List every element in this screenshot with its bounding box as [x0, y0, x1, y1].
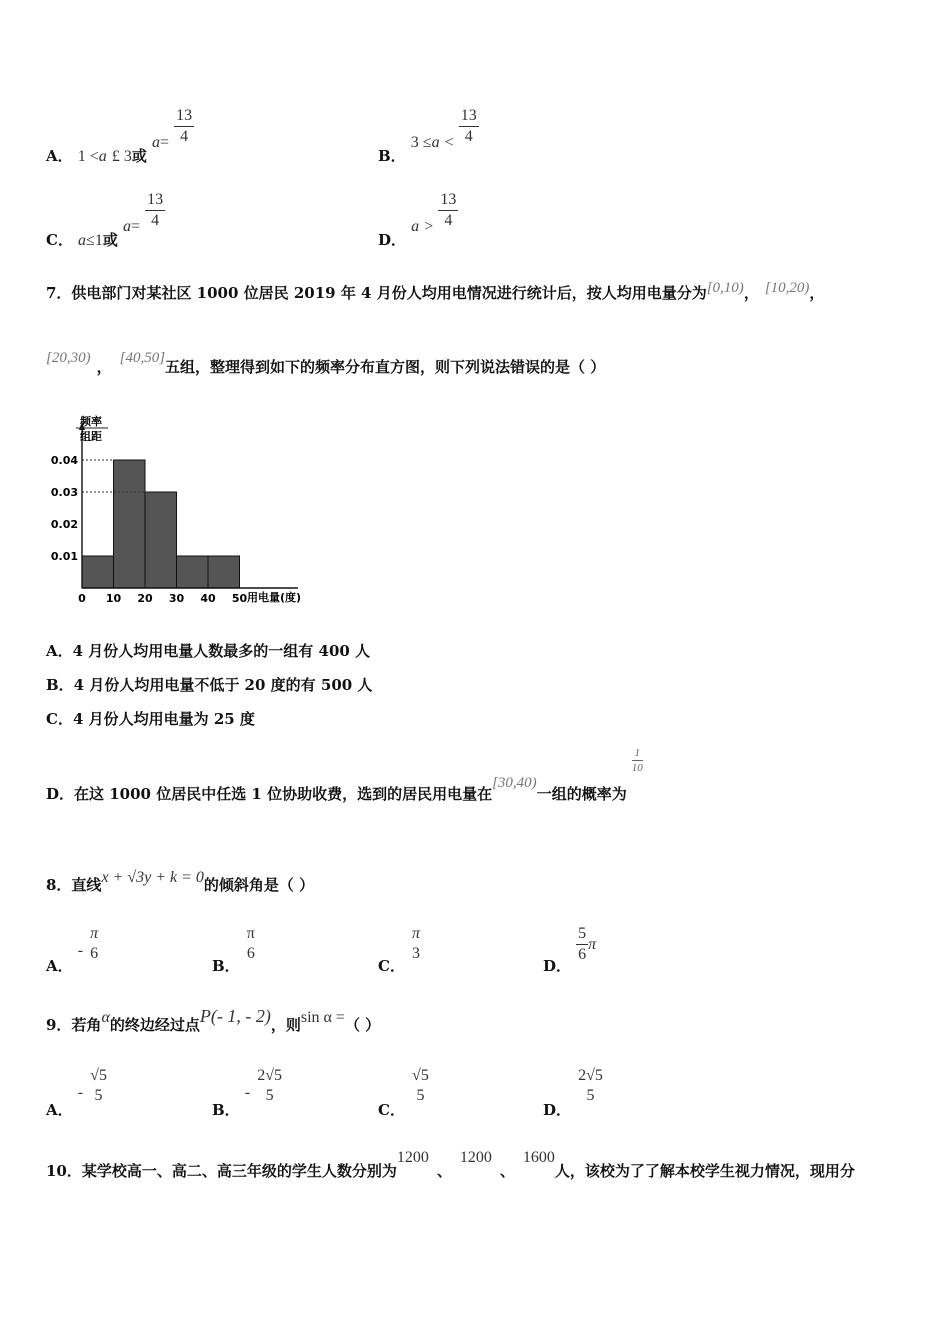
fraction: π 6 [90, 925, 99, 962]
fraction: 2√5 5 [578, 1067, 603, 1104]
option-letter: B． [378, 147, 406, 165]
fraction: π 3 [412, 925, 421, 962]
q7-option-d: D．在这 1000 位居民中任选 1 位协助收费，选到的居民用电量在[30,40)一组的概率为 $\frac{1}{10}$ [46, 747, 643, 803]
y-tick-label: 0.01 [50, 550, 78, 563]
interval: [10,20) [764, 280, 810, 296]
fraction: π 6 [246, 925, 255, 962]
y-tick-label: 0.02 [50, 518, 78, 531]
x-tick-label: 10 [105, 592, 122, 605]
q8-stem: 8．直线x + √3y + k = 0的倾斜角是（ ） [46, 869, 315, 894]
fraction: $\frac{13}{4}$ [460, 107, 477, 145]
q6-option-d: D． a > $\frac{13}{4}$ [378, 191, 457, 249]
fraction: $\frac{13}{4}$ [147, 191, 164, 229]
histogram-bar [114, 460, 146, 588]
q7-stem-line1: 7．供电部门对某社区 1000 位居民 2019 年 4 月份人均用电情况进行统计后，按人均用电量分为[0,10)， [10,20)， [46, 280, 825, 302]
q8-option-a: A． - π 6 [46, 925, 99, 975]
fraction: $\frac{13}{4}$ [440, 191, 457, 229]
q9-stem: 9．若角α的终边经过点P(- 1, - 2)，则sin α =（ ） [46, 1006, 381, 1034]
line-equation: x + √3y + k = 0 [101, 869, 204, 886]
histogram-bar [145, 492, 177, 588]
option-letter: A． [46, 147, 73, 165]
q7-option-c: C．4 月份人均用电量为 25 度 [46, 710, 255, 728]
x-tick-label: 50 [231, 592, 248, 605]
q9-option-b: B． - 2√5 5 [212, 1067, 282, 1119]
interval: [0,10) [706, 280, 744, 296]
y-tick-label: 0.03 [50, 486, 78, 499]
option-letter: C． [46, 231, 73, 249]
fraction: $\frac{13}{4}$ [176, 107, 193, 145]
fraction: $\frac{1}{10}$ [631, 747, 643, 774]
frequency-histogram [40, 410, 330, 610]
y-axis-label-top: 频率 [80, 415, 102, 428]
histogram-bar [82, 556, 114, 588]
y-axis-label-bottom: 组距 [80, 430, 102, 443]
interval: [40,50] [119, 350, 166, 366]
fraction: √5 5 [90, 1067, 107, 1104]
q6-option-a: A． 1 <a £ 3或 a= $\frac{13}{4}$ [46, 107, 193, 165]
x-tick-label: 30 [168, 592, 185, 605]
q8-option-b: B． π 6 [212, 925, 255, 975]
x-tick-label: 0 [78, 592, 86, 605]
q6-option-b: B． 3 ≤a < $\frac{13}{4}$ [378, 107, 477, 165]
q7-stem-line2: [20,30) ， [40,50]五组，整理得到如下的频率分布直方图，则下列说法错误的是（ ） [46, 350, 606, 376]
interval: [20,30) [46, 350, 91, 366]
x-tick-label: 40 [200, 592, 216, 605]
q9-option-c: C． √5 5 [378, 1067, 429, 1119]
histogram-bar [208, 556, 240, 588]
q6-option-c: C． a≤1或 a= $\frac{13}{4}$ [46, 191, 164, 249]
q7-option-a: A．4 月份人均用电量人数最多的一组有 400 人 [46, 642, 371, 660]
x-axis-label: 用电量(度) [247, 591, 302, 604]
x-tick-label: 20 [137, 592, 153, 605]
histogram-bar [177, 556, 209, 588]
q10-stem: 10．某学校高一、高二、高三年级的学生人数分别为1200、1200、1600人，该校为了了解本校学生视力情况，现用分 [46, 1149, 855, 1180]
interval: [30,40) [492, 775, 537, 791]
q8-option-c: C． π 3 [378, 925, 421, 975]
q8-option-d: D． $\frac{5}{6}$ π [543, 925, 597, 975]
q9-option-d: D． 2√5 5 [543, 1067, 603, 1119]
q7-option-b: B．4 月份人均用电量不低于 20 度的有 500 人 [46, 676, 373, 694]
fraction: √5 5 [412, 1067, 429, 1104]
q9-option-a: A． - √5 5 [46, 1067, 107, 1119]
y-tick-label: 0.04 [50, 454, 78, 467]
fraction: 2√5 5 [257, 1067, 282, 1104]
option-letter: D． [378, 231, 407, 249]
point-p: P(- 1, - 2) [199, 1006, 271, 1026]
fraction: $\frac{5}{6}$ [578, 925, 587, 963]
